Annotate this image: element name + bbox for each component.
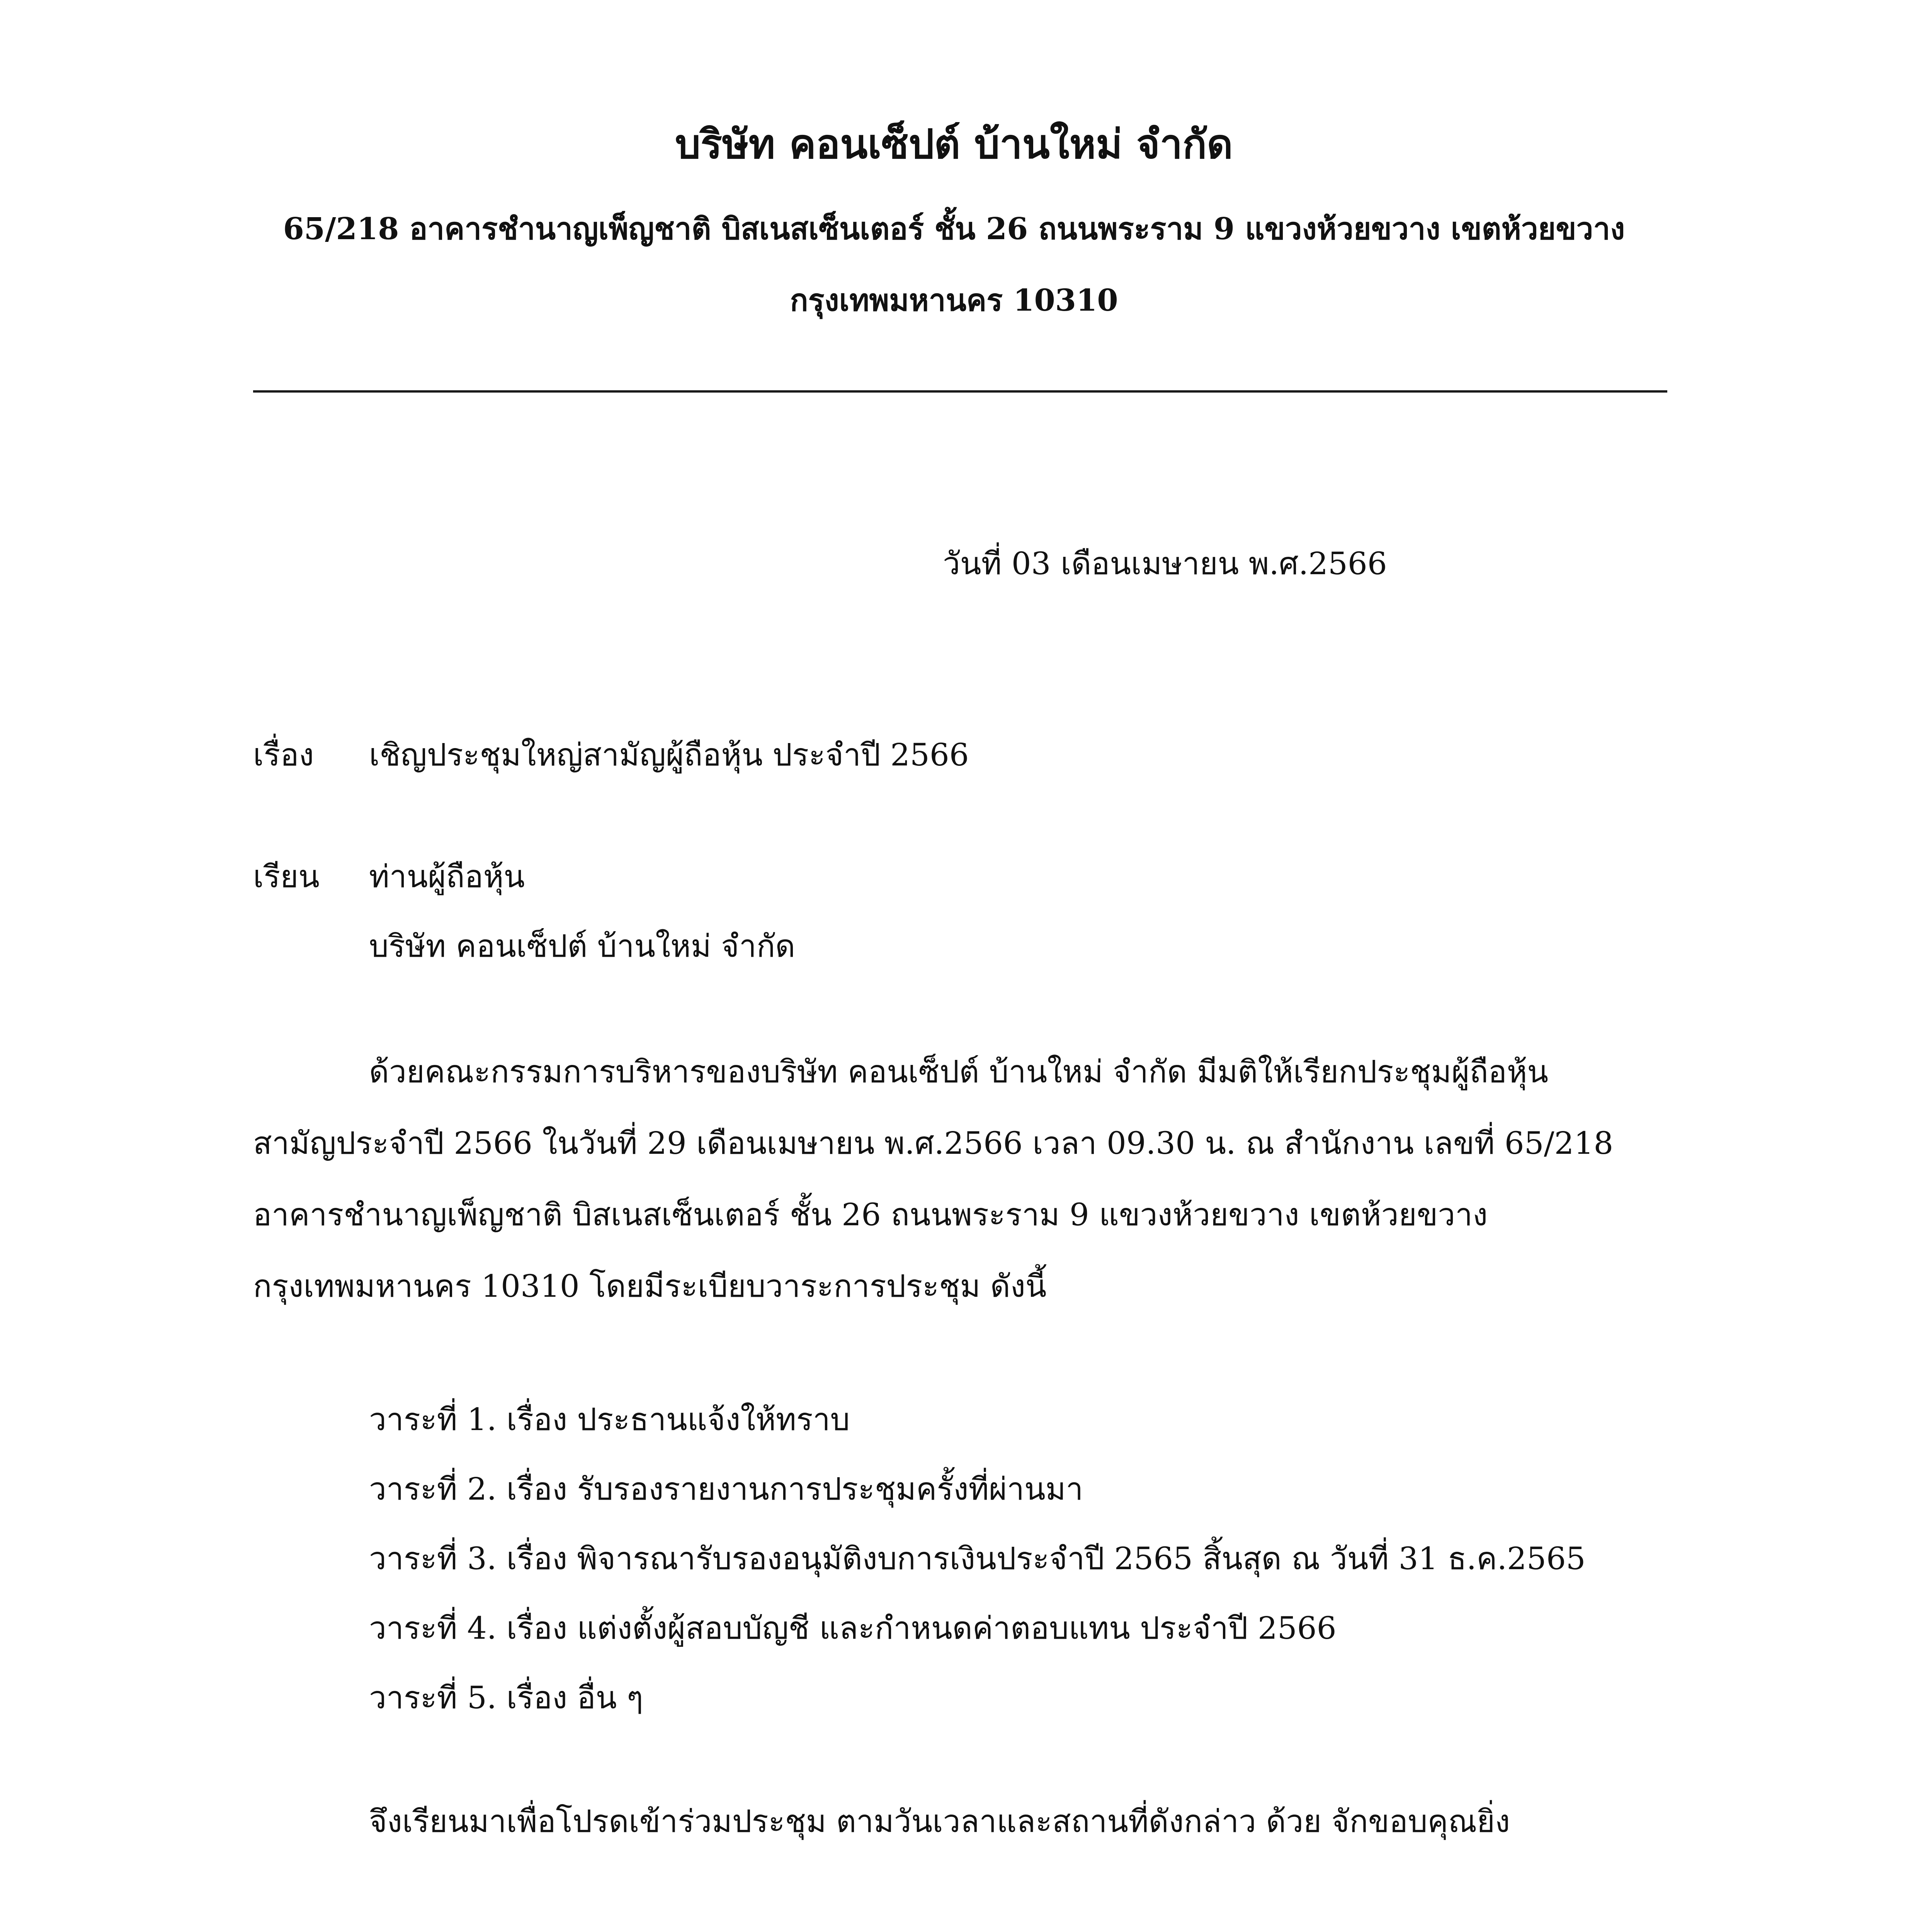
agenda-item-4: วาระที่ 4. เรื่อง แต่งตั้งผู้สอบบัญชี และกำหนดค่าตอบแทน ประจำปี 2566 bbox=[369, 1610, 1337, 1646]
paragraph-line: กรุงเทพมหานคร 10310 โดยมีระเบียบวาระการประชุม ดังนี้ bbox=[253, 1268, 1047, 1304]
body-paragraph bbox=[253, 1047, 1667, 1333]
closing-sentence: จึงเรียนมาเพื่อโปรดเข้าร่วมประชุม ตามวันเวลาและสถานที่ดังกล่าว ด้วย จักขอบคุณยิ่ง bbox=[369, 1803, 1510, 1839]
agenda-item-3: วาระที่ 3. เรื่อง พิจารณารับรองอนุมัติงบการเงินประจำปี 2565 สิ้นสุด ณ วันที่ 31 ธ.ค.2565 bbox=[369, 1541, 1586, 1577]
paragraph-line: ด้วยคณะกรรมการบริหารของบริษัท คอนเซ็ปต์ บ้านใหม่ จำกัด มีมติให้เรียกประชุมผู้ถือหุ้น bbox=[369, 1054, 1549, 1090]
agenda-item-1: วาระที่ 1. เรื่อง ประธานแจ้งให้ทราบ bbox=[369, 1401, 850, 1437]
recipient-line-1: ท่านผู้ถือหุ้น bbox=[369, 859, 525, 895]
agenda-item-5: วาระที่ 5. เรื่อง อื่น ๆ bbox=[369, 1680, 643, 1716]
recipient-label: เรียน bbox=[253, 859, 320, 895]
paragraph-line: อาคารชำนาญเพ็ญชาติ บิสเนสเซ็นเตอร์ ชั้น 26 ถนนพระราม 9 แขวงห้วยขวาง เขตห้วยขวาง bbox=[253, 1197, 1488, 1233]
address-line-2: กรุงเทพมหานคร 10310 bbox=[790, 283, 1118, 318]
letter-date: วันที่ 03 เดือนเมษายน พ.ศ.2566 bbox=[943, 546, 1387, 582]
paragraph-line: สามัญประจำปี 2566 ในวันที่ 29 เดือนเมษายน พ.ศ.2566 เวลา 09.30 น. ณ สำนักงาน เลขที่ 65/218 bbox=[253, 1125, 1614, 1161]
company-name: บริษัท คอนเซ็ปต์ บ้านใหม่ จำกัด bbox=[675, 120, 1233, 168]
address-line-1: 65/218 อาคารชำนาญเพ็ญชาติ บิสเนสเซ็นเตอร์ ชั้น 26 ถนนพระราม 9 แขวงห้วยขวาง เขตห้วยขวาง bbox=[283, 211, 1625, 247]
agenda-item-2: วาระที่ 2. เรื่อง รับรองรายงานการประชุมครั้งที่ผ่านมา bbox=[369, 1471, 1083, 1507]
header-divider bbox=[253, 390, 1667, 393]
subject-label: เรื่อง bbox=[253, 737, 314, 773]
subject-text: เชิญประชุมใหญ่สามัญผู้ถือหุ้น ประจำปี 2566 bbox=[369, 737, 969, 773]
recipient-line-2: บริษัท คอนเซ็ปต์ บ้านใหม่ จำกัด bbox=[369, 928, 796, 964]
